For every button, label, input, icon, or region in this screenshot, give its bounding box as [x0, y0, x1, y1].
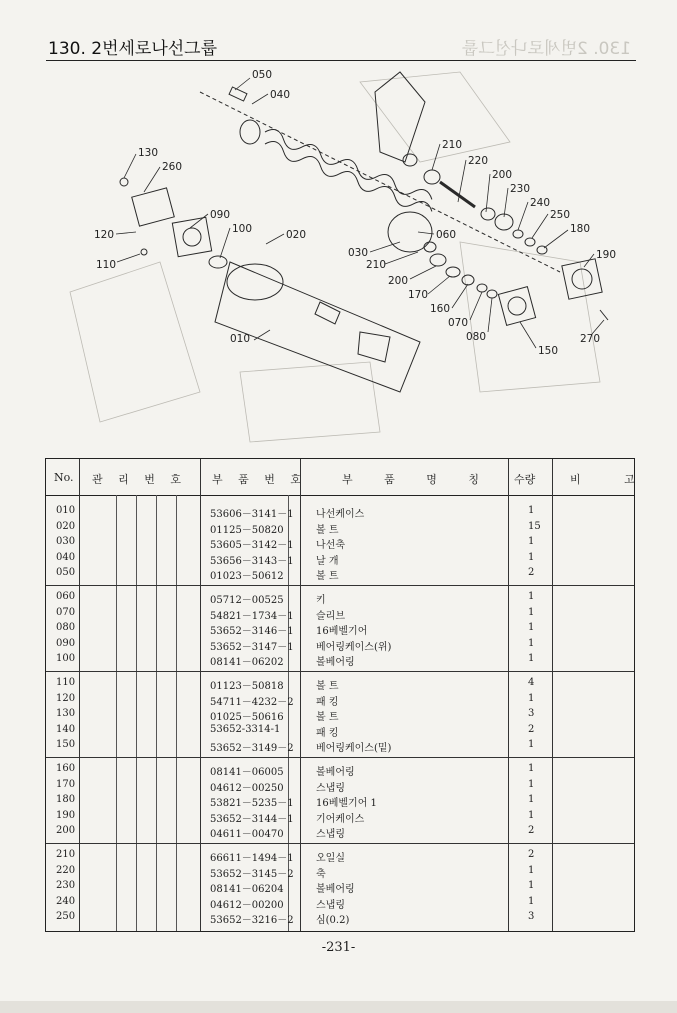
part-number: 54711－4232－2 — [210, 696, 294, 708]
svg-text:220: 220 — [468, 155, 489, 167]
part-name: 스냅링 — [316, 782, 345, 794]
table-row — [46, 693, 634, 709]
quantity: 1 — [528, 551, 535, 563]
quantity: 1 — [528, 591, 535, 602]
part-index: 250 — [56, 911, 76, 922]
svg-text:230: 230 — [510, 183, 531, 195]
quantity: 1 — [528, 606, 535, 618]
svg-text:170: 170 — [408, 289, 429, 301]
svg-text:030: 030 — [348, 247, 369, 259]
part-index: 190 — [56, 809, 76, 821]
part-name: 스냅링 — [316, 899, 345, 911]
part-name: 볼 트 — [316, 681, 339, 692]
table-row — [46, 552, 634, 568]
part-number: 01125－50820 — [210, 524, 284, 536]
part-number: 53821－5235－1 — [210, 798, 294, 809]
part-index: 130 — [56, 708, 76, 719]
part-number: 53652-3314-1 — [210, 723, 281, 735]
quantity: 1 — [528, 536, 535, 547]
part-index: 050 — [56, 567, 76, 578]
quantity: 2 — [528, 825, 535, 836]
svg-text:210: 210 — [366, 259, 387, 271]
svg-text:200: 200 — [492, 169, 513, 181]
part-index: 040 — [56, 551, 76, 563]
quantity: 1 — [528, 809, 535, 821]
table-row — [46, 880, 634, 896]
svg-text:050: 050 — [252, 69, 273, 81]
part-index: 160 — [56, 763, 76, 774]
header-part-no: 부 품 번 호 — [212, 473, 307, 486]
svg-text:210: 210 — [442, 139, 463, 151]
quantity: 1 — [528, 505, 535, 516]
table-row — [46, 794, 634, 810]
part-number: 08141－06204 — [210, 884, 284, 895]
part-name: 축 — [316, 868, 326, 880]
part-index: 110 — [56, 677, 76, 688]
part-index: 090 — [56, 637, 76, 649]
svg-text:110: 110 — [96, 259, 117, 271]
quantity: 1 — [528, 739, 535, 750]
part-name: 볼 트 — [316, 571, 339, 582]
part-index: 210 — [56, 849, 76, 860]
part-index: 120 — [56, 692, 76, 704]
svg-text:130: 130 — [138, 147, 159, 159]
part-number: 53606－3141－1 — [210, 509, 294, 520]
table-row — [46, 896, 634, 912]
table-row — [46, 591, 634, 607]
part-name: 스냅링 — [316, 829, 345, 840]
table-row — [46, 810, 634, 826]
part-name: 패 킹 — [316, 727, 339, 739]
part-name: 16베벨기어 1 — [316, 798, 377, 809]
part-name: 베어링케이스(밑) — [316, 743, 392, 754]
svg-text:100: 100 — [232, 223, 253, 235]
header-part-name: 부 품 명 칭 — [342, 473, 493, 486]
quantity: 2 — [528, 849, 535, 860]
quantity: 1 — [528, 637, 535, 649]
table-row — [46, 849, 634, 865]
part-number: 53656－3143－1 — [210, 555, 294, 567]
part-name: 볼베어링 — [316, 657, 355, 668]
part-number: 04612－00250 — [210, 782, 284, 794]
quantity: 1 — [528, 880, 535, 891]
svg-text:200: 200 — [388, 275, 409, 287]
svg-text:060: 060 — [436, 229, 457, 241]
svg-text:020: 020 — [286, 229, 307, 241]
part-number: 53652－3149－2 — [210, 743, 294, 754]
svg-text:180: 180 — [570, 223, 591, 235]
scan-edge — [0, 1001, 677, 1013]
quantity: 1 — [528, 763, 535, 774]
part-number: 05712－00525 — [210, 595, 284, 606]
quantity: 15 — [528, 520, 541, 532]
part-number: 08141－06202 — [210, 657, 284, 668]
quantity: 1 — [528, 895, 535, 907]
svg-text:010: 010 — [230, 333, 251, 345]
part-number: 53652－3145－2 — [210, 868, 294, 880]
table-row — [46, 677, 634, 693]
part-number: 04611－00470 — [210, 829, 284, 840]
part-name: 슬리브 — [316, 610, 345, 622]
quantity: 2 — [528, 567, 535, 578]
part-index: 230 — [56, 880, 76, 891]
part-index: 010 — [56, 505, 76, 516]
part-index: 200 — [56, 825, 76, 836]
part-index: 180 — [56, 794, 76, 805]
table-row — [46, 505, 634, 521]
part-name: 볼 트 — [316, 712, 339, 723]
title-rule — [46, 60, 636, 61]
header-qty: 수량 — [514, 473, 536, 486]
part-number: 08141－06005 — [210, 767, 284, 778]
part-name: 오일실 — [316, 853, 345, 864]
part-index: 080 — [56, 622, 76, 633]
quantity: 1 — [528, 864, 535, 876]
table-row — [46, 536, 634, 552]
svg-text:250: 250 — [550, 209, 571, 221]
quantity: 3 — [528, 708, 535, 719]
part-name: 나선축 — [316, 540, 345, 551]
svg-text:090: 090 — [210, 209, 231, 221]
svg-text:070: 070 — [448, 317, 469, 329]
table-row — [46, 638, 634, 654]
part-number: 01023－50612 — [210, 571, 284, 582]
bleed-through-title: 130. 2번세로나선그룹 — [461, 39, 631, 59]
quantity: 1 — [528, 778, 535, 790]
table-header — [46, 459, 655, 496]
quantity: 1 — [528, 692, 535, 704]
part-index: 020 — [56, 520, 76, 532]
table-row — [46, 622, 634, 638]
part-index: 140 — [56, 723, 76, 735]
table-row — [46, 724, 634, 740]
part-number: 01025－50616 — [210, 712, 284, 723]
part-number: 53605－3142－1 — [210, 540, 294, 551]
header-no: No. — [54, 471, 74, 484]
table-row — [46, 653, 634, 669]
part-name: 기어케이스 — [316, 813, 365, 825]
part-name: 16베벨기어 — [316, 626, 368, 637]
part-name: 볼베어링 — [316, 884, 355, 895]
parts-table — [45, 458, 655, 932]
svg-text:150: 150 — [538, 345, 559, 357]
part-name: 패 킹 — [316, 696, 339, 708]
part-number: 53652－3144－1 — [210, 813, 294, 825]
part-name: 볼베어링 — [316, 767, 355, 778]
svg-text:190: 190 — [596, 249, 617, 261]
part-name: 키 — [316, 595, 326, 606]
part-name: 볼 트 — [316, 524, 339, 536]
svg-text:270: 270 — [580, 333, 601, 345]
part-index: 150 — [56, 739, 76, 750]
svg-text:080: 080 — [466, 331, 487, 343]
part-name: 심(0.2) — [316, 915, 350, 926]
table-row — [46, 521, 634, 537]
svg-text:160: 160 — [430, 303, 451, 315]
part-number: 66611－1494－1 — [210, 853, 294, 864]
part-index: 220 — [56, 864, 76, 876]
table-row — [46, 911, 634, 927]
quantity: 4 — [528, 677, 535, 688]
quantity: 1 — [528, 622, 535, 633]
part-index: 100 — [56, 653, 76, 664]
part-number: 53652－3146－1 — [210, 626, 294, 637]
part-number: 01123－50818 — [210, 681, 284, 692]
quantity: 2 — [528, 723, 535, 735]
part-number: 53652－3216－2 — [210, 915, 294, 926]
svg-text:040: 040 — [270, 89, 291, 101]
table-row — [46, 865, 634, 881]
svg-text:120: 120 — [94, 229, 115, 241]
page-title: 130. 2번세로나선그룹 — [48, 39, 218, 59]
header-remark: 비 고 — [570, 473, 655, 486]
diagram-callouts — [94, 69, 616, 357]
quantity: 1 — [528, 794, 535, 805]
table-row — [46, 739, 634, 755]
part-name: 날 개 — [316, 555, 339, 567]
part-index: 170 — [56, 778, 76, 790]
table-row — [46, 763, 634, 779]
part-name: 베어링케이스(위) — [316, 641, 392, 653]
header-management-no: 관 리 번 호 — [92, 473, 187, 486]
part-index: 240 — [56, 895, 76, 907]
svg-text:240: 240 — [530, 197, 551, 209]
page-number: -231- — [321, 940, 356, 955]
part-index: 030 — [56, 536, 76, 547]
svg-text:260: 260 — [162, 161, 183, 173]
part-number: 04612－00200 — [210, 899, 284, 911]
part-index: 070 — [56, 606, 76, 618]
table-row — [46, 825, 634, 841]
table-row — [46, 708, 634, 724]
part-number: 53652－3147－1 — [210, 641, 294, 653]
table-row — [46, 779, 634, 795]
quantity: 1 — [528, 653, 535, 664]
table-row — [46, 567, 634, 583]
part-number: 54821－1734－1 — [210, 610, 294, 622]
table-row — [46, 607, 634, 623]
part-index: 060 — [56, 591, 76, 602]
exploded-parts-diagram — [40, 62, 640, 452]
quantity: 3 — [528, 911, 535, 922]
part-name: 나선케이스 — [316, 509, 365, 520]
